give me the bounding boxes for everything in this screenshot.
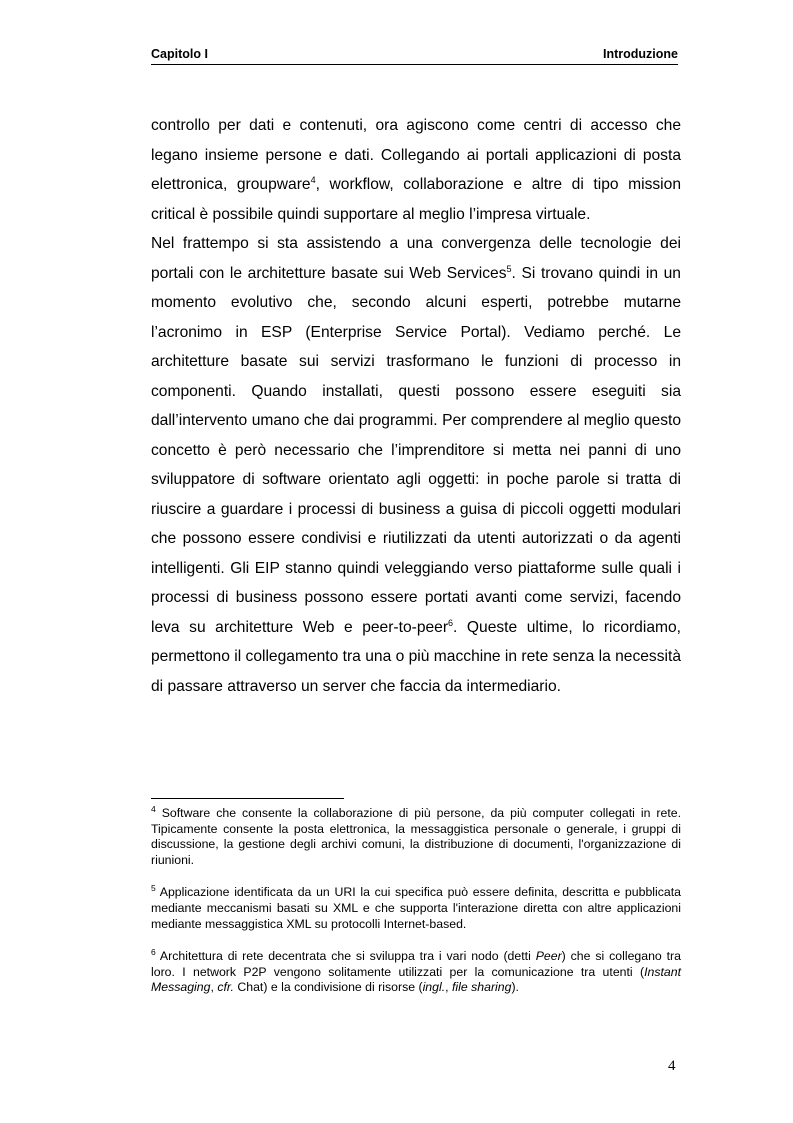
paragraph-2-text-a: Nel frattempo si sta assistendo a una convergenza delle tecnologie dei portali con le architetture basate sui Web Services — [151, 235, 681, 282]
footnote-number: 5 — [151, 883, 156, 894]
footnotes — [151, 803, 681, 1013]
footnote-italic: ingl. — [422, 980, 446, 995]
footnote-italic: file sharing — [451, 980, 512, 995]
paragraph-2 — [151, 229, 681, 701]
running-header — [151, 47, 678, 65]
paragraph-2-text-b: . Si trovano quindi in un momento evolutivo che, secondo alcuni esperti, potrebbe mutarne l’acronimo in ESP (Enterprise Service Portal). Vediamo perché. Le architetture basate sui servizi trasformano le funzioni di processo in componenti. Quando installati, questi possono essere eseguiti sia dall’intervento umano che dai programmi. Per comprendere al meglio questo concetto è però necessario che l’imprenditore si metta nei panni di uno sviluppatore di software orientato agli oggetti: in poche parole si tratta di riuscire a guardare i processi di business a guisa di piccoli oggetti modulari che possono essere condivisi e riutilizzati da utenti autorizzati o da agenti intelligenti. Gli EIP stanno quindi veleggiando verso piattaforme sulle quali i processi di business possono essere portati avanti come servizi, facendo leva su architetture Web e peer-to-peer — [151, 264, 681, 636]
footnote-text: , — [445, 980, 452, 995]
footnote-text: ) che si collegano tra loro. I network P2P vengono solitamente utilizzati per la comunicazione tra utenti ( — [151, 949, 681, 979]
footnote-number: 6 — [151, 947, 156, 958]
main-text — [151, 111, 681, 701]
page-number: 4 — [668, 1058, 676, 1074]
footnote-italic: cfr. — [217, 980, 234, 995]
footnote-text: ). — [511, 980, 519, 995]
footnote-text: Architettura di rete decentrata che si sviluppa tra i vari nodo (detti — [155, 949, 536, 964]
footnote-5 — [151, 885, 681, 932]
paragraph-1-text-a: controllo per dati e contenuti, ora agiscono come centri di accesso che legano insieme persone e dati. Collegando ai portali applicazioni di posta elettronica, groupware — [151, 117, 681, 193]
footnote-text: Chat) e la condivisione di risorse ( — [233, 980, 423, 995]
paragraph-2-text-c: . Queste ultime, lo ricordiamo, permettono il collegamento tra una o più macchine in rete senza la necessità di passare attraverso un server che faccia da intermediario. — [151, 618, 681, 695]
footnote-4 — [151, 803, 681, 868]
footnote-italic: Instant Messaging — [151, 964, 681, 995]
chapter-label: Capitolo I — [151, 47, 208, 61]
footnote-separator — [151, 798, 344, 799]
footnote-text: Software che consente la collaborazione di più persone, da più computer collegati in rete. Tipicamente consente la posta elettronica, la messaggistica personale o generale, i gruppi di discussione, la gestione degli archivi comuni, la distribuzione di documenti, l'organizzazione di riunioni. — [151, 806, 681, 867]
paragraph-1 — [151, 111, 681, 229]
footnote-text: , — [210, 980, 218, 995]
footnote-ref-4[interactable]: 4 — [310, 174, 316, 185]
section-label: Introduzione — [603, 47, 678, 61]
footnote-number: 4 — [151, 803, 156, 814]
footnote-text: Applicazione identificata da un URI la cui specifica può essere definita, descritta e pubblicata mediante meccanismi basati su XML e che supporta l'interazione diretta con altre applicazioni mediante messaggistica XML su protocolli Internet-based. — [151, 885, 681, 931]
footnote-italic: Peer — [535, 949, 562, 964]
paragraph-1-text-b: , workflow, collaborazione e altre di tipo mission critical è possibile quindi supportare al meglio l’impresa virtuale. — [151, 176, 681, 223]
footnote-ref-6[interactable]: 6 — [448, 617, 454, 628]
footnote-ref-5[interactable]: 5 — [506, 263, 512, 274]
footnote-6 — [151, 949, 681, 996]
